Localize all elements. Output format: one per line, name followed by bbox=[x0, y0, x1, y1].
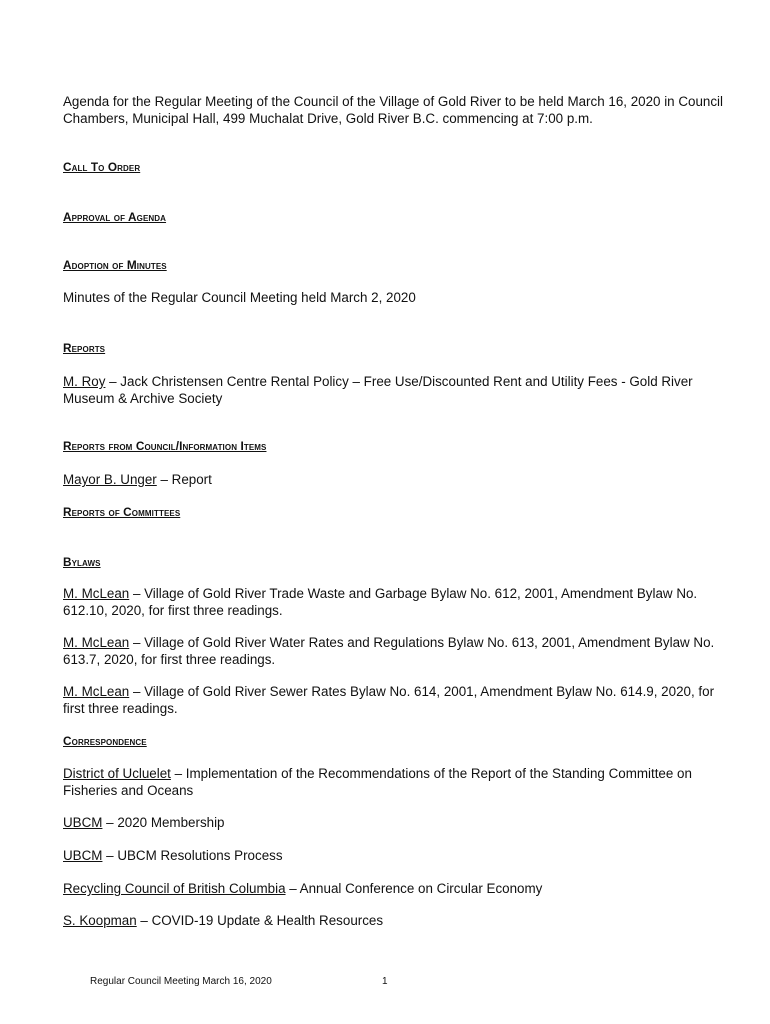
heading-call-to-order: Call To Order bbox=[63, 160, 141, 174]
report-item bbox=[63, 373, 723, 407]
council-report-item bbox=[63, 471, 723, 488]
correspondence-item bbox=[63, 765, 723, 799]
correspondence-description: – Annual Conference on Circular Economy bbox=[285, 881, 543, 896]
correspondence-item bbox=[63, 880, 723, 897]
bylaw-description: – Village of Gold River Sewer Rates Bylaw No. 614, 2001, Amendment Bylaw No. 614.9, 2020, for first three readings. bbox=[63, 684, 715, 716]
bylaw-description: – Village of Gold River Water Rates and Regulations Bylaw No. 613, 2001, Amendment Bylaw No. 613.7, 2020, for first three readings. bbox=[63, 635, 715, 667]
correspondence-item bbox=[63, 814, 723, 831]
agenda-intro: Agenda for the Regular Meeting of the Council of the Village of Gold River to be held March 16, 2020 in Council Chambers, Municipal Hall, 499 Muchalat Drive, Gold River B.C. commencing at 7:00 p.m. bbox=[63, 94, 724, 126]
bylaw-author-link[interactable]: M. McLean bbox=[63, 586, 130, 601]
correspondence-description: – UBCM Resolutions Process bbox=[102, 848, 283, 863]
heading-bylaws: Bylaws bbox=[63, 555, 101, 569]
correspondence-sender-link[interactable]: UBCM bbox=[63, 848, 103, 863]
correspondence-sender-link[interactable]: Recycling Council of British Columbia bbox=[63, 881, 286, 896]
minutes-item: Minutes of the Regular Council Meeting held March 2, 2020 bbox=[63, 290, 416, 305]
bylaw-author-link[interactable]: M. McLean bbox=[63, 635, 130, 650]
correspondence-sender-link[interactable]: S. Koopman bbox=[63, 913, 137, 928]
bylaw-item bbox=[63, 585, 723, 619]
correspondence-sender-link[interactable]: UBCM bbox=[63, 815, 103, 830]
heading-reports-of-committees: Reports of Committees bbox=[63, 505, 181, 519]
bylaw-item bbox=[63, 683, 723, 717]
correspondence-item bbox=[63, 912, 723, 929]
heading-approval-of-agenda: Approval of Agenda bbox=[63, 210, 167, 224]
correspondence-description: – Implementation of the Recommendations of the Report of the Standing Committee on Fisheries and Oceans bbox=[63, 766, 692, 798]
report-author-link[interactable]: M. Roy bbox=[63, 374, 106, 389]
heading-correspondence: Correspondence bbox=[63, 734, 147, 748]
council-report-description: – Report bbox=[156, 472, 212, 487]
heading-reports: Reports bbox=[63, 341, 106, 355]
bylaw-item bbox=[63, 634, 723, 668]
footer-title: Regular Council Meeting March 16, 2020 bbox=[90, 976, 272, 987]
heading-adoption-of-minutes: Adoption of Minutes bbox=[63, 258, 167, 272]
correspondence-item bbox=[63, 847, 723, 864]
footer-page-number: 1 bbox=[382, 976, 388, 987]
bylaw-author-link[interactable]: M. McLean bbox=[63, 684, 130, 699]
report-description: – Jack Christensen Centre Rental Policy – Free Use/Discounted Rent and Utility Fees - Gold River Museum & Archive Society bbox=[63, 374, 693, 406]
bylaw-description: – Village of Gold River Trade Waste and Garbage Bylaw No. 612, 2001, Amendment Bylaw No. 612.10, 2020, for first three readings. bbox=[63, 586, 698, 618]
correspondence-description: – 2020 Membership bbox=[102, 815, 225, 830]
council-report-author-link[interactable]: Mayor B. Unger bbox=[63, 472, 157, 487]
correspondence-description: – COVID-19 Update & Health Resources bbox=[136, 913, 384, 928]
correspondence-sender-link[interactable]: District of Ucluelet bbox=[63, 766, 171, 781]
heading-reports-from-council: Reports from Council/Information Items bbox=[63, 439, 267, 453]
